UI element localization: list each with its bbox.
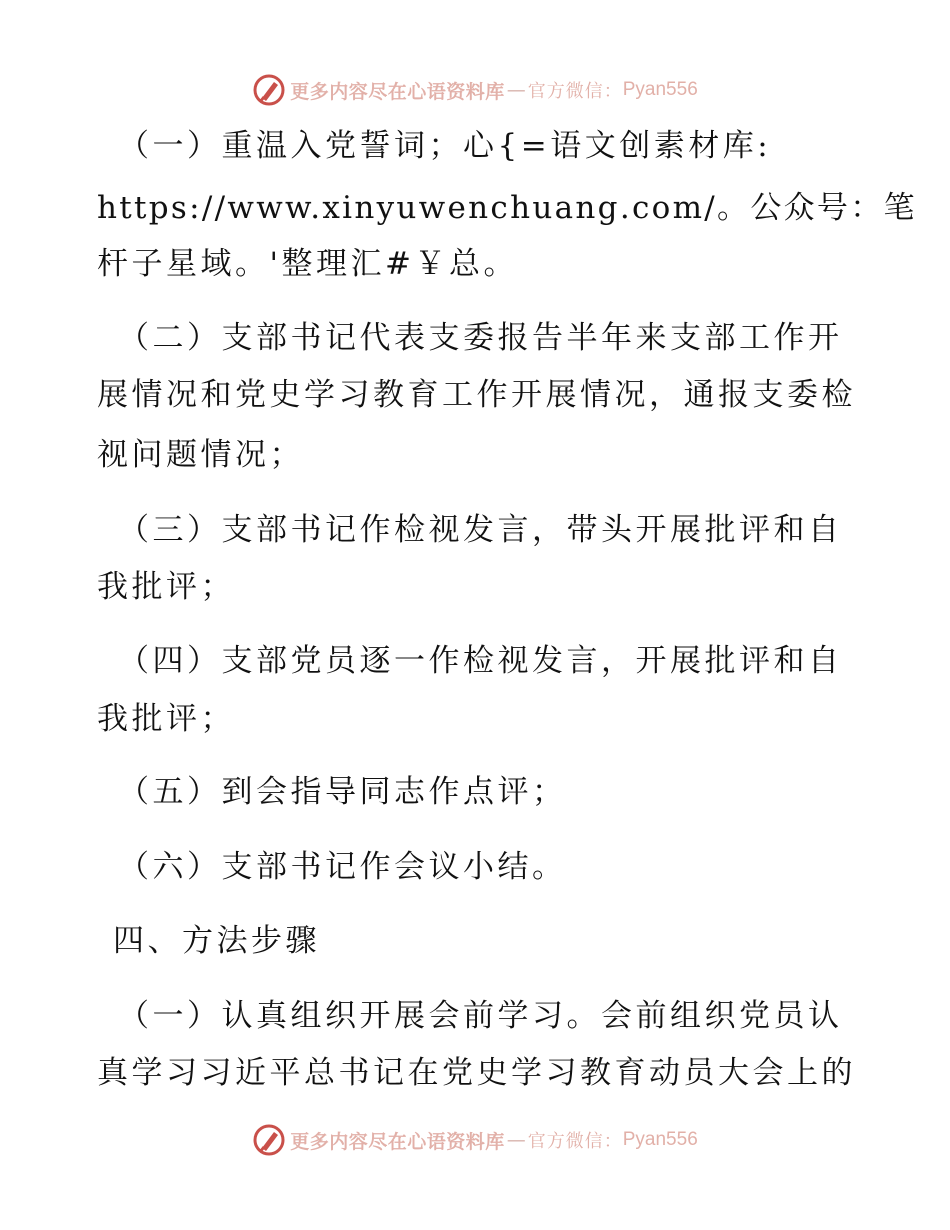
text-line: （一）重温入党誓词；心{=语文创素材库: bbox=[118, 128, 772, 164]
text-line: （二）支部书记代表支委报告半年来支部工作开 bbox=[118, 320, 843, 356]
watermark-dash: — bbox=[506, 1129, 526, 1151]
pen-logo-icon bbox=[252, 1123, 286, 1157]
section-heading: 四、方法步骤 bbox=[113, 923, 320, 959]
watermark-wechat-id: Pyan556 bbox=[622, 79, 698, 100]
text-line: 视问题情况； bbox=[97, 437, 304, 473]
watermark-main-text: 更多内容尽在心语资料库 bbox=[290, 1130, 505, 1153]
watermark-footer bbox=[0, 1120, 950, 1160]
watermark-official-label: 官方微信： bbox=[527, 81, 623, 102]
watermark-header bbox=[0, 70, 950, 110]
text-line: 展情况和党史学习教育工作开展情况，通报支委检 bbox=[97, 377, 856, 413]
text-line: （五）到会指导同志作点评； bbox=[118, 774, 567, 810]
text-line: （四）支部党员逐一作检视发言，开展批评和自 bbox=[118, 643, 843, 679]
watermark-dash: — bbox=[506, 79, 526, 101]
text-line: （三）支部书记作检视发言，带头开展批评和自 bbox=[118, 512, 843, 548]
text-line: 真学习习近平总书记在党史学习教育动员大会上的 bbox=[97, 1055, 856, 1091]
pen-logo-icon bbox=[252, 73, 286, 107]
watermark-official-label: 官方微信： bbox=[527, 1131, 623, 1152]
text-line: https://www.xinyuwenchuang.com/。公众号：笔 bbox=[97, 190, 917, 226]
text-line: 杆子星域。'整理汇#￥总。 bbox=[97, 246, 518, 282]
text-line: 我批评； bbox=[97, 701, 235, 737]
watermark-main-text: 更多内容尽在心语资料库 bbox=[290, 80, 505, 103]
text-line: 我批评； bbox=[97, 569, 235, 605]
text-line: （一）认真组织开展会前学习。会前组织党员认 bbox=[118, 998, 843, 1034]
text-line: （六）支部书记作会议小结。 bbox=[118, 849, 567, 885]
watermark-wechat-id: Pyan556 bbox=[622, 1129, 698, 1150]
